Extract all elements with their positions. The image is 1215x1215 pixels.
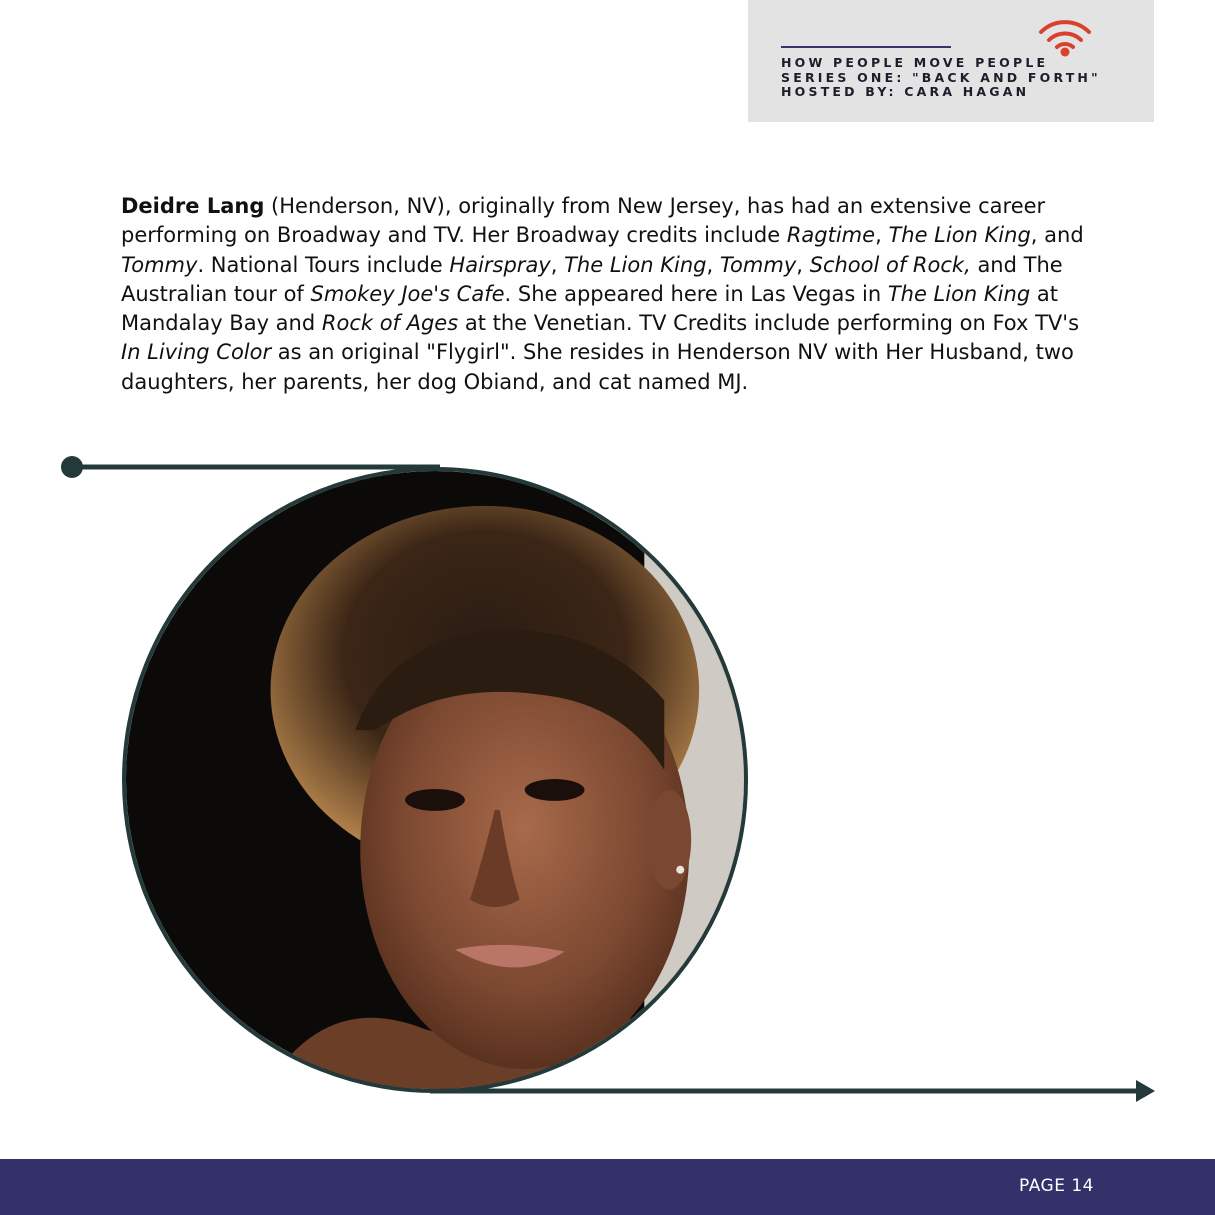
bio-text: as an original "Flygirl". She resides in Henderson NV with Her Husband, two daughters, her parents, her dog Obiand, and cat named MJ. (121, 340, 1074, 394)
bio-text: . She appeared here in Las Vegas in (504, 281, 888, 306)
bio-text: , (796, 252, 810, 277)
series-subtitle: SERIES ONE: "BACK AND FORTH" (781, 69, 1101, 85)
bio-text: , and (1030, 223, 1084, 248)
bio-text: . National Tours include (197, 252, 450, 277)
bio-name: Deidre Lang (121, 194, 265, 218)
show-title: The Lion King (564, 252, 707, 277)
bio-text: , (706, 252, 720, 277)
bio-text: (Henderson, NV), originally from New Jersey, has had an extensive career performing on Broadway and TV. Her Broadway credits include (121, 194, 1046, 248)
portrait-photo (122, 467, 748, 1093)
bio-text: at Mandalay Bay and (121, 281, 1058, 336)
show-title: Hairspray (449, 252, 551, 277)
show-title: Tommy (121, 252, 198, 277)
series-title: HOW PEOPLE MOVE PEOPLE (781, 55, 1049, 70)
show-title: In Living Color (121, 340, 272, 365)
show-title: Rock of Ages (321, 311, 459, 336)
show-title: Smokey Joe's Cafe (310, 281, 505, 306)
show-title: School of Rock, (809, 252, 971, 277)
bio-text: , (550, 252, 565, 277)
show-title: Tommy (719, 252, 797, 277)
arrow-head-icon (1136, 1080, 1155, 1102)
host-line: HOSTED BY: CARA HAGAN (781, 84, 1030, 99)
show-title: Ragtime (786, 223, 876, 248)
bio-text: and The Australian tour of (121, 252, 1063, 306)
bio-text: at the Venetian. TV Credits include performing on Fox TV's (458, 311, 1080, 336)
show-title: The Lion King (887, 281, 1031, 306)
show-title: The Lion King (888, 223, 1031, 248)
page-footer (0, 1159, 1215, 1215)
bio-text: , (875, 223, 889, 248)
page-number: PAGE 14 (1019, 1176, 1094, 1196)
portrait-illustration (126, 471, 744, 1089)
